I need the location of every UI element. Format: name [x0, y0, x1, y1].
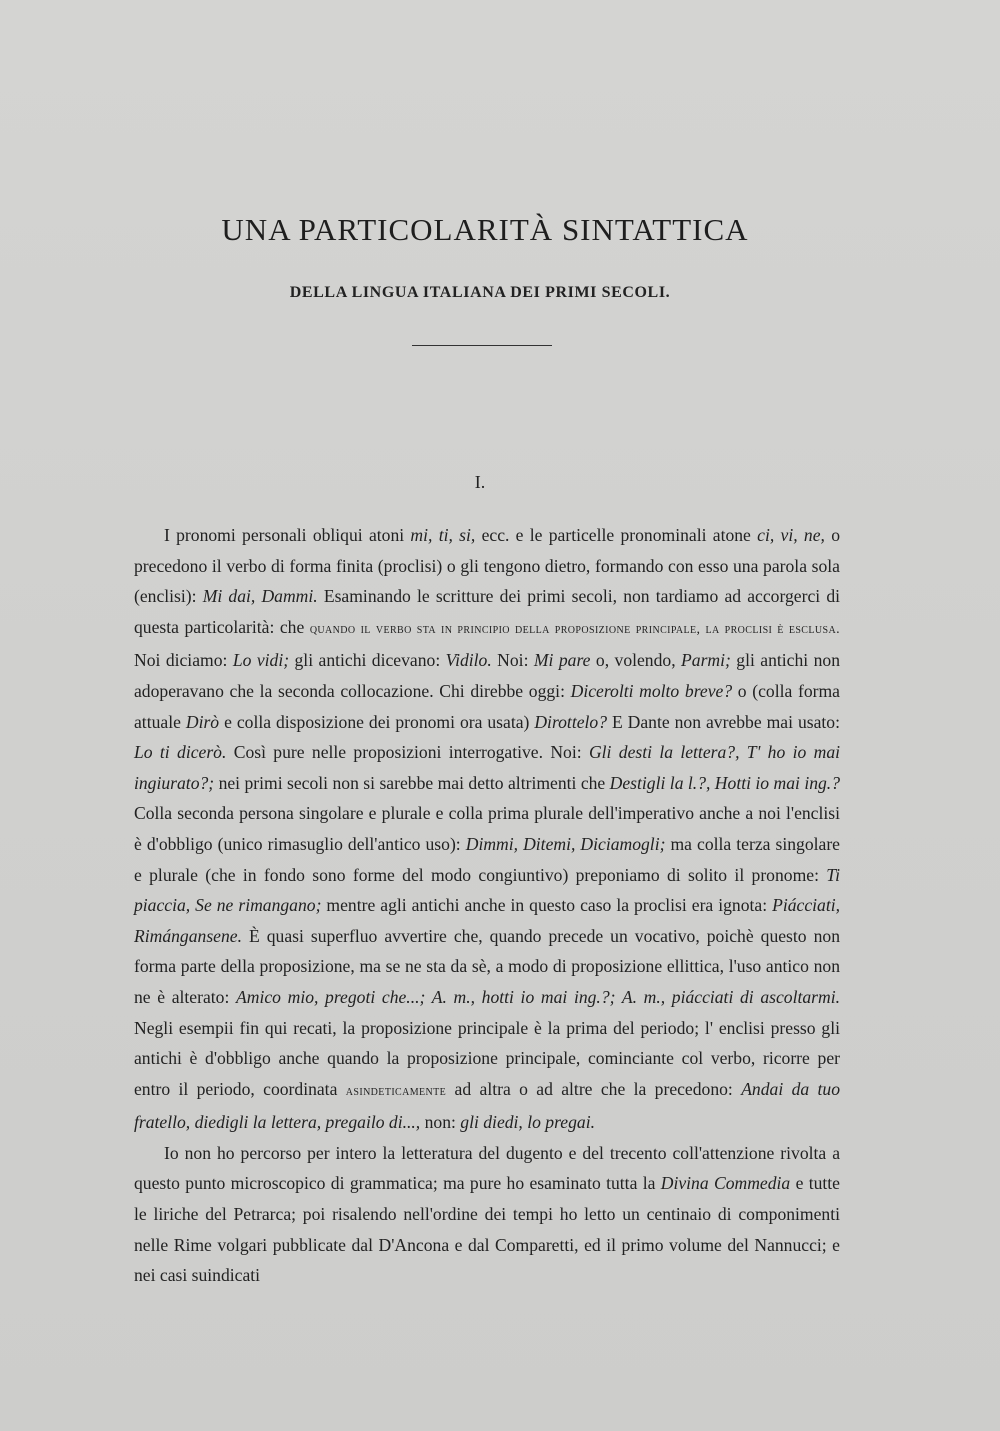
text-run: Io non ho percorso per intero la letteratura del dugento e del trecento coll'attenzione rivolta a questo punto microscopico di grammatica; ma pure ho esaminato tutta la	[134, 1142, 840, 1194]
text-run: gli antichi dicevano:	[289, 650, 446, 671]
text-run: È quasi superfluo avvertire che, quando precede un vocativo, poichè questo non forma parte della proposizione, ma se ne sta da sè, a modo di proposizione ellittica, l'uso antico non ne è alterato:	[134, 925, 840, 1007]
italic-run: Amico mio, pregoti che...; A. m., hotti io mai ing.?; A. m., piácciati di ascoltarmi.	[236, 986, 840, 1007]
text-run: E Dante non avrebbe mai usato:	[607, 711, 840, 732]
italic-run: Dimmi, Ditemi, Diciamogli;	[465, 833, 666, 854]
italic-run: Gli desti la lettera?, T' ho io mai ingiurato?;	[134, 742, 841, 793]
italic-run: Lo vidi;	[232, 650, 290, 671]
italic-run: Vidilo.	[445, 650, 492, 671]
body-text	[134, 520, 840, 1291]
text-run: ecc. e le particelle pronominali atone	[475, 525, 758, 545]
text-run: I pronomi personali obliqui atoni	[164, 525, 411, 545]
text-run: ma colla terza singolare e plurale (che in fondo sono forme del modo congiuntivo) preponiamo di solito il pronome:	[134, 833, 840, 885]
italic-run: Parmi;	[681, 650, 731, 671]
italic-run: Dirò	[185, 711, 220, 732]
paragraph-2	[134, 1138, 840, 1291]
text-run: o (colla forma attuale	[134, 680, 840, 732]
text-run: ad altra o ad altre che la precedono:	[446, 1078, 742, 1099]
text-run: Noi:	[491, 650, 534, 671]
italic-run: Piácciati, Rimángansene.	[134, 895, 840, 946]
italic-run: Destigli la l.?, Hotti io mai ing.?	[609, 772, 840, 793]
text-run: gli antichi non adoperavano che la seconda collocazione. Chi direbbe oggi:	[134, 650, 840, 701]
page-subtitle: DELLA LINGUA ITALIANA DEI PRIMI SECOLI.	[289, 284, 671, 301]
italic-run: Mi dai, Dammi.	[202, 586, 318, 607]
italic-run: Andai da tuo fratello, diedigli la lettera, pregailo di...,	[134, 1078, 841, 1133]
text-run: Noi diciamo:	[134, 650, 233, 671]
text-run: Così pure nelle proposizioni interrogative. Noi:	[226, 742, 589, 763]
page-title: UNA PARTICOLARITÀ SINTATTICA	[221, 212, 749, 247]
title-divider	[412, 345, 552, 346]
italic-run: Mi pare	[533, 650, 591, 671]
text-run: non:	[420, 1112, 461, 1133]
text-run: o, volendo,	[590, 650, 682, 671]
section-number: I.	[474, 472, 486, 492]
italic-run: Dicerolti molto breve?	[570, 680, 733, 701]
small-caps-run: quando il verbo sta in principio della proposizione principale, la proclisi è esclusa.	[309, 621, 840, 637]
italic-run: mi, ti, si,	[410, 525, 476, 545]
text-run: Esaminando le scritture dei primi secoli, non tardiamo ad accorgerci di questa particolarità: che	[134, 586, 841, 637]
italic-run: gli diedi, lo pregai.	[460, 1112, 595, 1133]
italic-run: ci, vi, ne,	[757, 525, 825, 545]
italic-run: Divina Commedia	[660, 1173, 791, 1194]
paragraph-1	[134, 520, 840, 1138]
text-run: e colla disposizione dei pronomi ora usata)	[219, 711, 535, 732]
text-run: nei primi secoli non si sarebbe mai detto altrimenti che	[214, 772, 610, 793]
small-caps-run: asindeticamente	[345, 1083, 447, 1099]
text-run: e tutte le liriche del Petrarca; poi risalendo nell'ordine dei tempi ho letto un centinaio di componimenti nelle Rime volgari pubblicate dal D'Ancona e dal Comparetti, ed il primo volume del Nannucci; e nei casi suindicati	[134, 1173, 840, 1286]
text-run: Colla seconda persona singolare e plurale e colla prima plurale dell'imperativo anche a noi l'enclisi è d'obbligo (unico rimasuglio dell'antico uso):	[134, 803, 840, 854]
text-run: Negli esempii fin qui recati, la proposizione principale è la prima del periodo; l' enclisi presso gli antichi è d'obbligo anche quando la proposizione principale, cominciante col verbo, ricorre per entro il periodo, coordinata	[134, 1017, 840, 1099]
text-run: o precedono il verbo di forma finita (proclisi) o gli tengono dietro, formando con esso una parola sola (enclisi):	[134, 525, 841, 607]
italic-run: Ti piaccia, Se ne rimangano;	[134, 864, 840, 916]
italic-run: Dirottelo?	[534, 711, 607, 732]
text-run: mentre agli antichi anche in questo caso la proclisi era ignota:	[321, 895, 773, 916]
italic-run: Lo ti dicerò.	[134, 742, 227, 763]
